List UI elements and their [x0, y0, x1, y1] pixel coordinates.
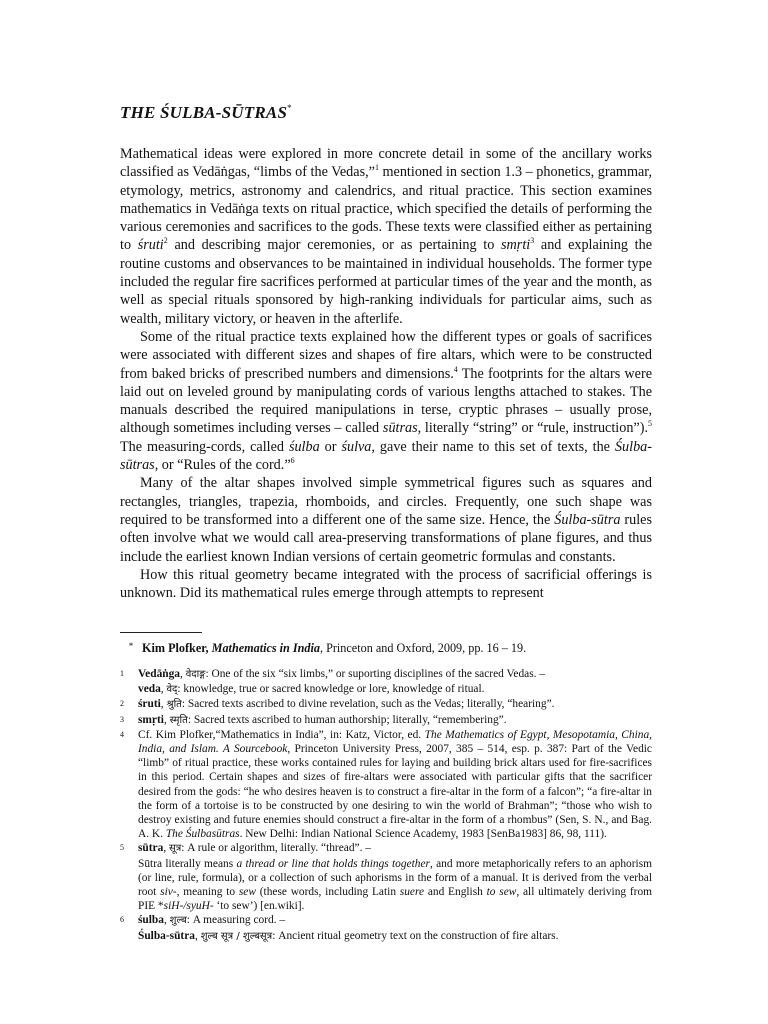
text-run: rules often involve what we would call area-preserving transformations of plane figures, and thus include the earliest known Indian versions of certain geometric formulas and constants.: [120, 511, 652, 565]
footnote-text: : One of the six “six limbs,” or suporting disciplines of the sacred Vedas. –: [205, 668, 546, 680]
cited-book-title: The Śulbasūtras: [165, 828, 240, 841]
term-sulba-sutras: Śulba-sūtras: [120, 438, 652, 474]
footnote-text: : A rule or algorithm, literally. “thread”. –: [181, 842, 371, 855]
section-title: [120, 103, 292, 123]
footnote-term: śruti: [138, 698, 161, 711]
title-footnote-mark: *: [287, 103, 292, 113]
text-run: and explaining the routine customs and observances to be maintained in individual households. The former type included the regular fire sacrifices performed at particular times of the year and the month, as well as special rituals sponsored by high-ranking individuals for particular aims, such as wealth, military victory, or heaven in the afterlife.: [120, 237, 652, 327]
footnote-text: and English: [424, 886, 487, 899]
footnote-number: 5: [120, 843, 124, 853]
footnote-text: : knowledge, true or sacred knowledge or lore, knowledge of ritual.: [177, 683, 485, 696]
footnote-text: Sūtra literally means: [138, 857, 237, 870]
emphasis: siv-: [160, 886, 177, 899]
footnote-text: : Sacred texts ascribed to human authorship; literally, “remembering”.: [187, 713, 507, 726]
text-run: The measuring-cords, called: [120, 438, 289, 455]
footnote-4: [120, 728, 652, 842]
paragraph-4: [120, 566, 652, 603]
text-run: mentioned in section 1.3 – phonetics, grammar, etymology, metrics, astronomy and calendrics, and ritual practice. This section examines mathematics in Vedāṅga texts on ritual practice, which specified the details of performing the various ceremonies and sacrifices to the gods. These texts were classified either as pertaining to: [120, 164, 652, 254]
footnote-term: smṛti: [138, 713, 164, 726]
footnote-book-title: Mathematics in India: [211, 641, 320, 655]
footnote-term: veda: [138, 683, 161, 696]
footnote-ref-3[interactable]: 3: [530, 236, 535, 246]
footnote-ref-5[interactable]: 5: [648, 419, 652, 429]
footnotes: [120, 667, 652, 944]
term-sulva: śulva: [341, 438, 372, 455]
footnote-text: : Sacred texts ascribed to divine revelation, such as the Vedas; literally, “hearing”.: [181, 698, 555, 711]
devanagari-term: वेदाङ्ग: [185, 669, 206, 680]
footnote-number: 1: [120, 669, 124, 678]
emphasis: siH-/syuH-: [163, 900, 214, 913]
footnote-ref-1[interactable]: 1: [374, 163, 379, 173]
devanagari-term: श्रुति: [166, 699, 182, 711]
footnote-1: 1 Vedāṅga, वेदाङ्ग: One of the six “six limbs,” or suporting disciplines of the sacred Vedas. – veda, वेद्: knowledge, true or sacred knowledge or lore, knowledge of ritual.: [120, 667, 652, 697]
footnote-text: ‘to sew’) [en.wiki].: [213, 900, 305, 913]
footnote-star-mark: *: [128, 641, 134, 651]
footnote-2: 2 śruti, श्रुति: Sacred texts ascribed to divine revelation, such as the Vedas; literally, “hearing”.: [120, 697, 652, 712]
paragraph-2: [120, 328, 652, 474]
term-sutras: sūtras: [382, 420, 418, 437]
footnote-term: Śulba-sūtra: [138, 929, 195, 942]
text-run: or: [319, 438, 342, 455]
text-run: Some of the ritual practice texts explained how the different types or goals of sacrifices were associated with different sizes and shapes of fire altars, which were to be constructed from baked bricks of prescribed numbers and dimensions.: [120, 328, 652, 382]
footnote-number: 4: [120, 729, 124, 739]
footnote-term: śulba: [138, 914, 164, 927]
devanagari-term: वेद्: [166, 684, 178, 696]
term-sulba: śulba: [288, 438, 320, 455]
devanagari-term: शुल्ब: [169, 915, 187, 927]
body-text: [120, 145, 652, 602]
footnote-5: 5 sūtra, सूत्र: A rule or algorithm, literally. “thread”. – Sūtra literally means a thread or line that holds things together, and more metaphorically refers to an aphorism (or line, rule, formula), or a collection of such aphorisms in the form of a manual. It is derived from the verbal root siv-, meaning to sew (these words, including Latin suere and English to sew, all ultimately deriving from PIE *siH-/syuH- ‘to sew’) [en.wiki].: [120, 842, 653, 913]
footnote-text: : Ancient ritual geometry text on the construction of fire altars.: [272, 929, 559, 942]
footnote-text: , Princeton University Press, 2007, 385 – 514, esp. p. 387: Part of the Vedic “limb” of ritual practice, these works contained rules for laying and building brick altars used for fire-sacrifices in this period. Certain shapes and sizes of fire-altars were associated with particular gifts that the sacrificer desired from the gods: “he who desires heaven is to construct a fire-altar in the form of a falcon”; “a fire-altar in the form of a tortoise is to be constructed by one desiring to win the world of Brahman”; “those who wish to destroy existing and future enemies should construct a fire-altar in the form of a rhombus” (Sen, S. N., and Bag. A. K.: [138, 743, 652, 841]
footnote-term: Vedāṅga: [138, 668, 180, 680]
footnote-number: 3: [120, 714, 124, 724]
text-run: , or “Rules of the cord.”: [154, 457, 291, 474]
emphasis: to sew: [486, 886, 517, 899]
title-text: THE ŚULBA-SŪTRAS: [120, 103, 288, 122]
footnote-text: , meaning to: [176, 886, 239, 899]
footnote-3: 3 smṛti, स्मृति: Sacred texts ascribed to human authorship; literally, “remembering”.: [120, 713, 652, 728]
text-run: , gave their name to this set of texts, the: [371, 438, 615, 455]
footnote-text: Cf. Kim Plofker,“Mathematics in India”, in: Katz, Victor, ed.: [138, 728, 425, 741]
paragraph-1: [120, 145, 652, 328]
footnote-star-rest: , Princeton and Oxford, 2009, pp. 16 – 19.: [319, 641, 527, 655]
footnote-divider: [120, 632, 202, 633]
text-run: , literally “string” or “rule, instruction”).: [417, 420, 648, 437]
footnote-author: Kim Plofker,: [142, 641, 209, 655]
text-run: and describing major ceremonies, or as pertaining to: [167, 237, 502, 254]
emphasis: sew: [238, 886, 256, 899]
footnote-number: 2: [120, 699, 124, 709]
devanagari-term: सूत्र: [169, 843, 182, 855]
footnote-ref-2[interactable]: 2: [163, 236, 168, 246]
text-run: How this ritual geometry became integrated with the process of sacrificial offerings is unknown. Did its mathematical rules emerge through attempts to represent: [120, 566, 652, 602]
footnote-6: 6 śulba, शुल्ब: A measuring cord. – Śulba-sūtra, शुल्ब सूत्र / शुल्बसूत्र: Ancient ritual geometry text on the construction of fire altars.: [120, 913, 652, 943]
term-sruti: śruti: [137, 237, 164, 254]
emphasis: suere: [399, 886, 425, 899]
cited-book-title: The Mathematics of Egypt, Mesopotamia, China, India, and Islam. A Sourcebook: [138, 728, 652, 756]
text-run: Many of the altar shapes involved simple symmetrical figures such as squares and rectangles, triangles, trapezia, rhomboids, and circles. Frequently, one such shape was required to be transformed into a different one of the same size. Hence, the: [120, 475, 652, 528]
text-run: The footprints for the altars were laid out on leveled ground by manipulating cords of various lengths attached to stakes. The manuals described the required manipulations in terse, cryptic phrases – usually prose, although sometimes including verses – called: [120, 365, 652, 437]
footnote-text: : A measuring cord. –: [186, 914, 286, 927]
term-sulba-sutra: Śulba-sūtra: [554, 511, 621, 528]
text-run: Mathematical ideas were explored in more concrete detail in some of the ancillary works classified as Vedāṅgas, “limbs of the Vedas,”: [120, 146, 652, 181]
footnote-ref-4[interactable]: 4: [453, 364, 458, 374]
devanagari-term: स्मृति: [169, 714, 188, 726]
footnote-text: , all ultimately deriving from PIE *: [138, 886, 653, 913]
paragraph-3: [120, 474, 652, 565]
term-smrti: smṛti: [501, 237, 531, 254]
footnote-text: . New Delhi: Indian National Science Academy, 1983 [SenBa1983] 86, 98, 111).: [239, 828, 607, 841]
footnote-text: (these words, including Latin: [255, 886, 400, 899]
footnote-ref-6[interactable]: 6: [290, 456, 295, 466]
footnote-star: [120, 639, 652, 656]
footnote-term: sūtra: [138, 842, 164, 855]
devanagari-term: शुल्ब सूत्र / शुल्बसूत्र: [200, 930, 273, 942]
footnote-text: , and more metaphorically refers to an aphorism (or line, rule, formula), or a collection of such aphorisms in the form of a manual. It is derived from the verbal root: [138, 857, 652, 899]
emphasis: a thread or line that holds things together: [236, 857, 430, 870]
footnote-number: 6: [120, 915, 124, 925]
